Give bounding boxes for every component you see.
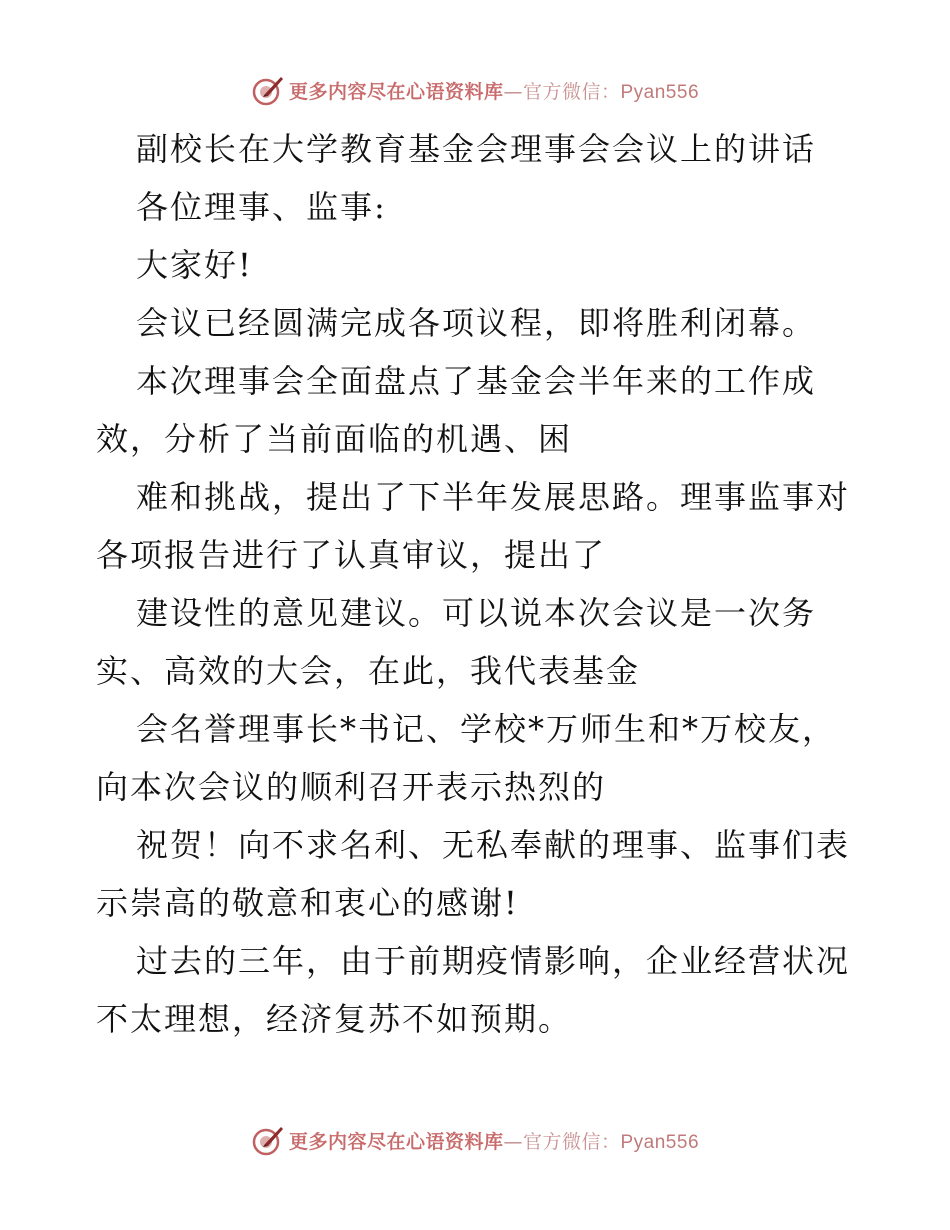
header-watermark	[0, 70, 950, 110]
salutation: 各位理事、监事:	[136, 188, 387, 226]
body-line: 效，分析了当前面临的机遇、困	[96, 420, 573, 458]
body-line: 会议已经圆满完成各项议程，即将胜利闭幕。	[136, 304, 817, 342]
watermark-text	[289, 1127, 699, 1154]
body-line: 建设性的意见建议。可以说本次会议是一次务	[136, 594, 817, 632]
document-body	[96, 120, 856, 1048]
quill-logo-icon	[251, 1123, 285, 1157]
body-line: 各项报告进行了认真审议，提出了	[96, 536, 607, 574]
body-line: 向本次会议的顺利召开表示热烈的	[96, 768, 607, 806]
watermark-wechat-label: 官方微信：	[522, 1130, 621, 1153]
watermark-separator: —	[503, 80, 523, 103]
body-line: 祝贺！向不求名利、无私奉献的理事、监事们表	[136, 826, 851, 864]
watermark-wechat-id: Pyan556	[620, 81, 700, 103]
watermark-wechat-id: Pyan556	[620, 1131, 700, 1153]
watermark-text	[289, 77, 699, 104]
document-title: 副校长在大学教育基金会理事会会议上的讲话	[136, 130, 817, 168]
watermark-brand: 更多内容尽在心语资料库	[288, 80, 504, 103]
body-line: 会名誉理事长*书记、学校*万师生和*万校友，	[136, 710, 837, 748]
body-line: 难和挑战，提出了下半年发展思路。理事监事对	[136, 478, 851, 516]
footer-watermark	[0, 1120, 950, 1160]
greeting: 大家好!	[136, 246, 253, 284]
watermark-brand: 更多内容尽在心语资料库	[288, 1130, 504, 1153]
quill-logo-icon	[251, 73, 285, 107]
body-line: 过去的三年，由于前期疫情影响，企业经营状况	[136, 942, 851, 980]
body-line: 本次理事会全面盘点了基金会半年来的工作成	[136, 362, 817, 400]
body-line: 实、高效的大会，在此，我代表基金	[96, 652, 641, 690]
watermark-separator: —	[503, 1130, 523, 1153]
body-line: 不太理想，经济复苏不如预期。	[96, 1000, 573, 1038]
body-line: 示崇高的敬意和衷心的感谢!	[96, 884, 519, 922]
watermark-wechat-label: 官方微信：	[522, 80, 621, 103]
